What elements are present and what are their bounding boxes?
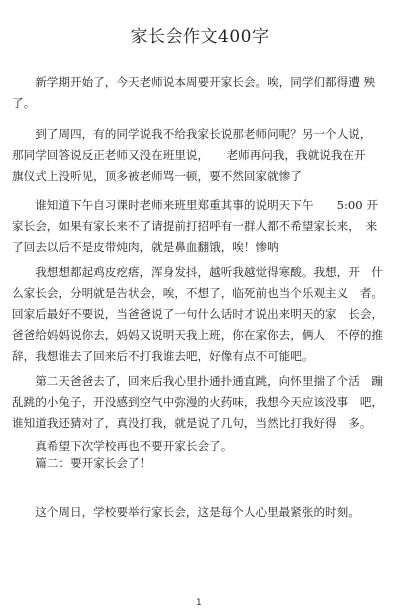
paragraph [12,371,388,434]
text-line: 回家后最好不要说，当爸爸说了一句什么话时才说出来明天的家 长会， [12,307,384,321]
text-line: 爸爸给妈妈说你去，妈妈又说明天我上班，你在家你去，俩人 不停的推 [12,328,384,342]
text-line: 旗仪式上没听见，顶多被老师骂一顿，要不然回家就惨了 [12,169,302,183]
paragraph [12,438,388,472]
text-line: 么家长会，分明就是告状会，唉，不想了，临死前也当个乐观主义 者。 [12,286,384,300]
text-line: 了。 [12,96,36,110]
text-line: 乱跳的小兔子，开没感到空气中弥漫的火药味，我想今天应该没事 吧， [12,395,384,409]
document-title: 家长会作文400字 [130,27,270,47]
text-line: 了回去以后不是皮带炖肉，就是鼻血翻饿，唉！惨呐 [12,240,279,254]
text-line: 到了周四，有的同学说我不给我家长说那老师问呢？另一个人说， [12,127,372,141]
text-line: 谁知道下午自习课时老师来班里郑重其事的说明天下午 5:00 开 [12,198,378,212]
text-line: 第二天爸爸去了，回来后我心里扑通扑通直跳，向怀里揣了个活 蹦 [12,374,384,388]
text-line [12,472,388,502]
text-line: 那同学回答说反正老师又没在班里说， 老师再问我，我就说我在开 [12,148,366,162]
paragraph [12,72,388,114]
section-heading: 篇二：要开家长会了！ [12,456,152,470]
paragraph [12,124,388,187]
text-line: 谁知道我还猜对了，真没打我，就是说了几句，当然比打我好得 多。 [12,416,372,430]
text-line: 家长会，如果有家长来不了请提前打招呼有一群人都不希望家长来， 来 [12,219,378,233]
page-number: 1 [196,598,202,608]
text-line: 真希望下次学校再也不要开家长会了。 [12,439,233,453]
paragraph [12,472,388,523]
text-line: 辞，我想谁去了回来后不打我谁去吧，好像有点不可能吧。 [12,349,314,363]
text-line: 这个周日，学校要举行家长会，这是每个人心里最紧张的时刻。 [12,505,360,519]
document-body [12,72,388,523]
paragraph [12,262,388,367]
text-line: 新学期开始了，今天老师说本周要开家长会。唉，同学们都得遭 殃 [12,75,376,89]
text-line: 我想想都起鸡皮疙瘩，浑身发抖，越听我越觉得寒酸。我想，开 什 [12,265,384,279]
paragraph [12,195,388,258]
